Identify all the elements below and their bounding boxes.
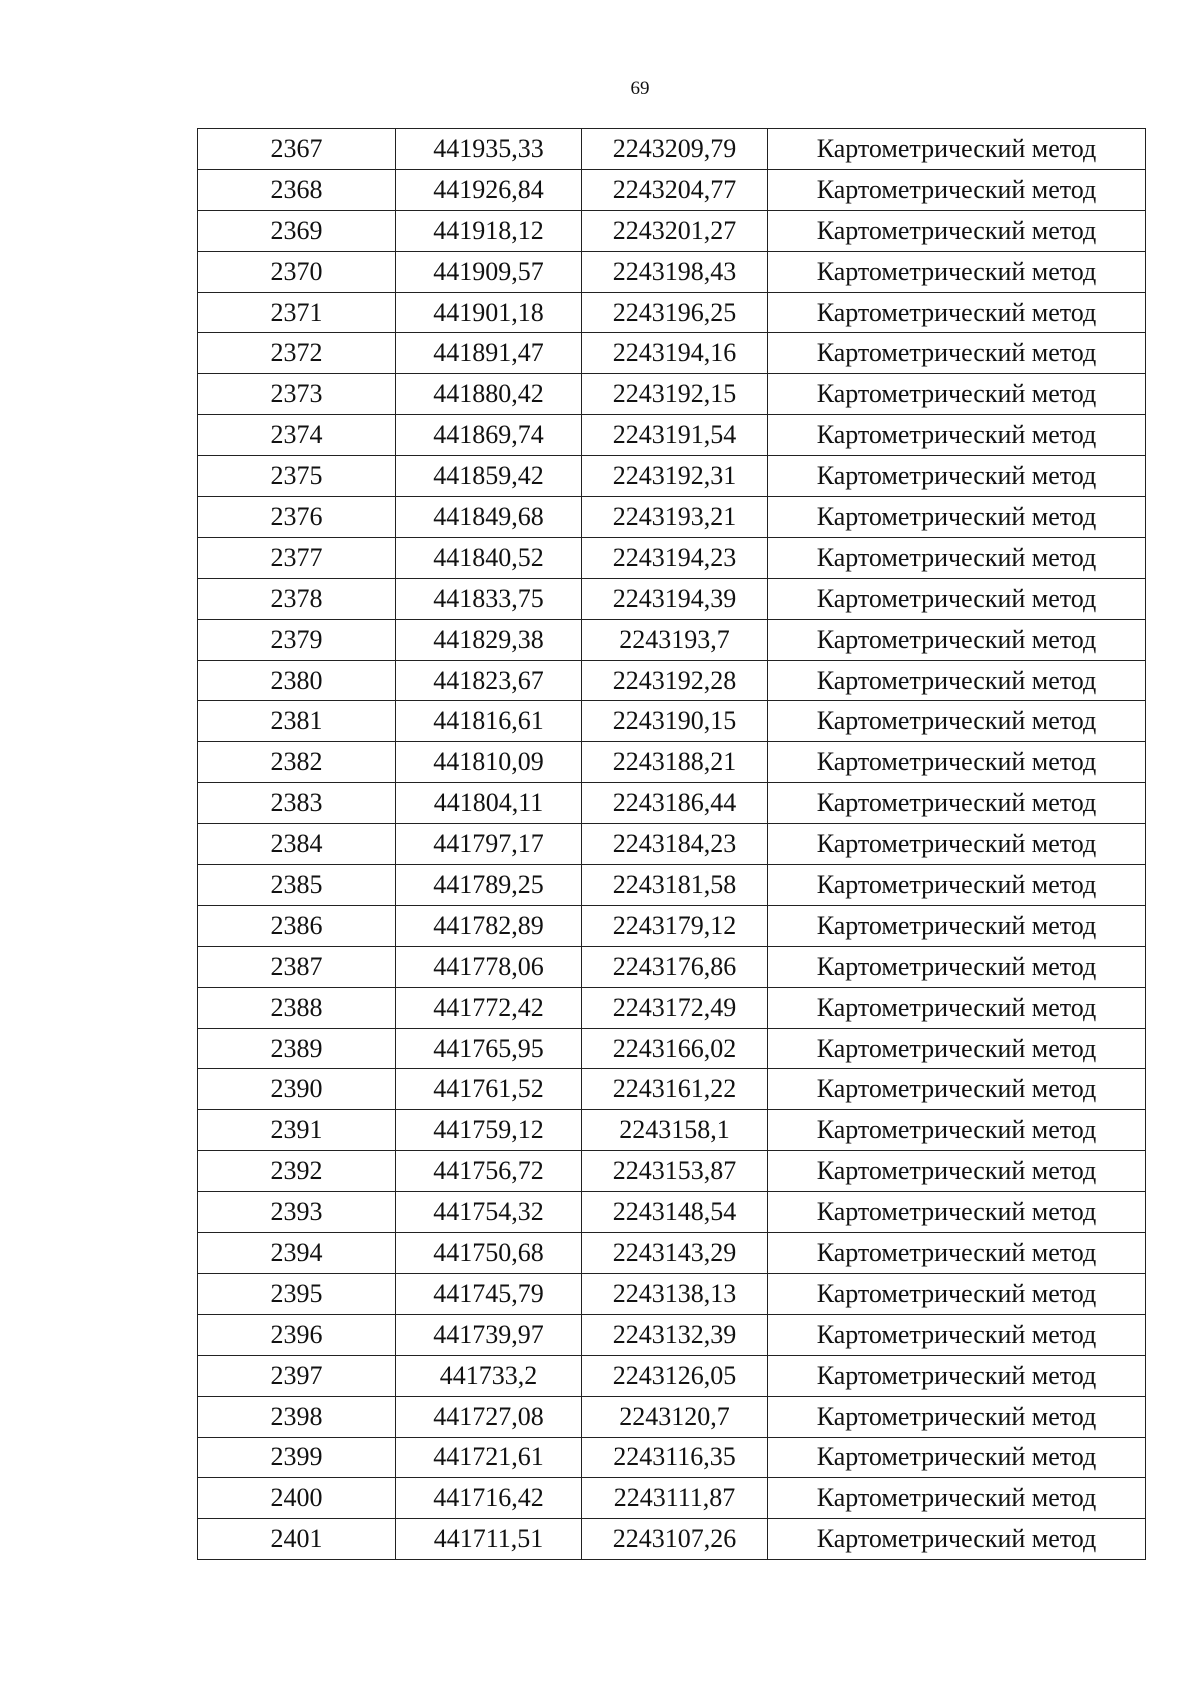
method-cell: Картометрический метод <box>768 1069 1146 1110</box>
point-number-cell: 2400 <box>198 1478 396 1519</box>
y-coordinate-cell: 2243190,15 <box>582 701 768 742</box>
method-cell: Картометрический метод <box>768 1273 1146 1314</box>
x-coordinate-cell: 441849,68 <box>396 497 582 538</box>
table-row <box>198 905 1146 946</box>
method-cell: Картометрический метод <box>768 415 1146 456</box>
method-cell: Картометрический метод <box>768 1028 1146 1069</box>
point-number-cell: 2398 <box>198 1396 396 1437</box>
y-coordinate-cell: 2243166,02 <box>582 1028 768 1069</box>
y-coordinate-cell: 2243158,1 <box>582 1110 768 1151</box>
point-number-cell: 2370 <box>198 251 396 292</box>
coordinates-table-body <box>198 129 1146 1560</box>
x-coordinate-cell: 441869,74 <box>396 415 582 456</box>
table-row <box>198 1028 1146 1069</box>
point-number-cell: 2374 <box>198 415 396 456</box>
point-number-cell: 2372 <box>198 333 396 374</box>
method-cell: Картометрический метод <box>768 578 1146 619</box>
x-coordinate-cell: 441754,32 <box>396 1192 582 1233</box>
point-number-cell: 2371 <box>198 292 396 333</box>
x-coordinate-cell: 441918,12 <box>396 210 582 251</box>
point-number-cell: 2385 <box>198 865 396 906</box>
point-number-cell: 2390 <box>198 1069 396 1110</box>
y-coordinate-cell: 2243132,39 <box>582 1314 768 1355</box>
point-number-cell: 2397 <box>198 1355 396 1396</box>
x-coordinate-cell: 441829,38 <box>396 619 582 660</box>
y-coordinate-cell: 2243116,35 <box>582 1437 768 1478</box>
method-cell: Картометрический метод <box>768 497 1146 538</box>
x-coordinate-cell: 441711,51 <box>396 1519 582 1560</box>
table-row <box>198 824 1146 865</box>
method-cell: Картометрический метод <box>768 701 1146 742</box>
table-row <box>198 1110 1146 1151</box>
point-number-cell: 2367 <box>198 129 396 170</box>
point-number-cell: 2399 <box>198 1437 396 1478</box>
x-coordinate-cell: 441739,97 <box>396 1314 582 1355</box>
point-number-cell: 2391 <box>198 1110 396 1151</box>
x-coordinate-cell: 441765,95 <box>396 1028 582 1069</box>
y-coordinate-cell: 2243204,77 <box>582 169 768 210</box>
y-coordinate-cell: 2243198,43 <box>582 251 768 292</box>
table-row <box>198 1478 1146 1519</box>
y-coordinate-cell: 2243194,23 <box>582 537 768 578</box>
point-number-cell: 2386 <box>198 905 396 946</box>
method-cell: Картометрический метод <box>768 1110 1146 1151</box>
y-coordinate-cell: 2243148,54 <box>582 1192 768 1233</box>
point-number-cell: 2379 <box>198 619 396 660</box>
table-row <box>198 537 1146 578</box>
point-number-cell: 2384 <box>198 824 396 865</box>
point-number-cell: 2368 <box>198 169 396 210</box>
point-number-cell: 2394 <box>198 1233 396 1274</box>
table-row <box>198 1069 1146 1110</box>
x-coordinate-cell: 441833,75 <box>396 578 582 619</box>
page-number: 69 <box>630 78 650 99</box>
method-cell: Картометрический метод <box>768 865 1146 906</box>
y-coordinate-cell: 2243181,58 <box>582 865 768 906</box>
x-coordinate-cell: 441782,89 <box>396 905 582 946</box>
point-number-cell: 2373 <box>198 374 396 415</box>
method-cell: Картометрический метод <box>768 619 1146 660</box>
y-coordinate-cell: 2243111,87 <box>582 1478 768 1519</box>
method-cell: Картометрический метод <box>768 1314 1146 1355</box>
point-number-cell: 2369 <box>198 210 396 251</box>
point-number-cell: 2381 <box>198 701 396 742</box>
method-cell: Картометрический метод <box>768 905 1146 946</box>
table-row <box>198 701 1146 742</box>
table-row <box>198 1355 1146 1396</box>
point-number-cell: 2401 <box>198 1519 396 1560</box>
table-row <box>198 1437 1146 1478</box>
table-row <box>198 1192 1146 1233</box>
y-coordinate-cell: 2243194,16 <box>582 333 768 374</box>
y-coordinate-cell: 2243126,05 <box>582 1355 768 1396</box>
point-number-cell: 2376 <box>198 497 396 538</box>
y-coordinate-cell: 2243184,23 <box>582 824 768 865</box>
method-cell: Картометрический метод <box>768 333 1146 374</box>
method-cell: Картометрический метод <box>768 210 1146 251</box>
method-cell: Картометрический метод <box>768 742 1146 783</box>
x-coordinate-cell: 441716,42 <box>396 1478 582 1519</box>
x-coordinate-cell: 441733,2 <box>396 1355 582 1396</box>
table-row <box>198 1519 1146 1560</box>
y-coordinate-cell: 2243172,49 <box>582 987 768 1028</box>
x-coordinate-cell: 441823,67 <box>396 660 582 701</box>
x-coordinate-cell: 441816,61 <box>396 701 582 742</box>
method-cell: Картометрический метод <box>768 783 1146 824</box>
y-coordinate-cell: 2243209,79 <box>582 129 768 170</box>
y-coordinate-cell: 2243201,27 <box>582 210 768 251</box>
method-cell: Картометрический метод <box>768 824 1146 865</box>
x-coordinate-cell: 441759,12 <box>396 1110 582 1151</box>
table-row <box>198 415 1146 456</box>
point-number-cell: 2375 <box>198 456 396 497</box>
point-number-cell: 2380 <box>198 660 396 701</box>
table-row <box>198 210 1146 251</box>
point-number-cell: 2392 <box>198 1151 396 1192</box>
y-coordinate-cell: 2243192,31 <box>582 456 768 497</box>
method-cell: Картометрический метод <box>768 1396 1146 1437</box>
table-row <box>198 783 1146 824</box>
table-row <box>198 1314 1146 1355</box>
y-coordinate-cell: 2243192,15 <box>582 374 768 415</box>
point-number-cell: 2395 <box>198 1273 396 1314</box>
y-coordinate-cell: 2243179,12 <box>582 905 768 946</box>
point-number-cell: 2377 <box>198 537 396 578</box>
y-coordinate-cell: 2243193,7 <box>582 619 768 660</box>
x-coordinate-cell: 441891,47 <box>396 333 582 374</box>
method-cell: Картометрический метод <box>768 660 1146 701</box>
method-cell: Картометрический метод <box>768 169 1146 210</box>
point-number-cell: 2387 <box>198 946 396 987</box>
table-row <box>198 1151 1146 1192</box>
x-coordinate-cell: 441750,68 <box>396 1233 582 1274</box>
y-coordinate-cell: 2243120,7 <box>582 1396 768 1437</box>
method-cell: Картометрический метод <box>768 1151 1146 1192</box>
method-cell: Картометрический метод <box>768 456 1146 497</box>
point-number-cell: 2389 <box>198 1028 396 1069</box>
method-cell: Картометрический метод <box>768 292 1146 333</box>
table-row <box>198 578 1146 619</box>
point-number-cell: 2378 <box>198 578 396 619</box>
point-number-cell: 2393 <box>198 1192 396 1233</box>
method-cell: Картометрический метод <box>768 1233 1146 1274</box>
x-coordinate-cell: 441909,57 <box>396 251 582 292</box>
x-coordinate-cell: 441804,11 <box>396 783 582 824</box>
table-row <box>198 660 1146 701</box>
table-row <box>198 1273 1146 1314</box>
point-number-cell: 2388 <box>198 987 396 1028</box>
table-row <box>198 946 1146 987</box>
y-coordinate-cell: 2243194,39 <box>582 578 768 619</box>
method-cell: Картометрический метод <box>768 129 1146 170</box>
method-cell: Картометрический метод <box>768 1437 1146 1478</box>
method-cell: Картометрический метод <box>768 1192 1146 1233</box>
y-coordinate-cell: 2243161,22 <box>582 1069 768 1110</box>
x-coordinate-cell: 441797,17 <box>396 824 582 865</box>
table-row <box>198 1233 1146 1274</box>
x-coordinate-cell: 441810,09 <box>396 742 582 783</box>
table-row <box>198 497 1146 538</box>
coordinates-table <box>197 128 1146 1560</box>
table-row <box>198 169 1146 210</box>
method-cell: Картометрический метод <box>768 537 1146 578</box>
y-coordinate-cell: 2243188,21 <box>582 742 768 783</box>
table-row <box>198 987 1146 1028</box>
y-coordinate-cell: 2243176,86 <box>582 946 768 987</box>
table-row <box>198 374 1146 415</box>
point-number-cell: 2382 <box>198 742 396 783</box>
x-coordinate-cell: 441772,42 <box>396 987 582 1028</box>
method-cell: Картометрический метод <box>768 1519 1146 1560</box>
y-coordinate-cell: 2243186,44 <box>582 783 768 824</box>
x-coordinate-cell: 441789,25 <box>396 865 582 906</box>
x-coordinate-cell: 441756,72 <box>396 1151 582 1192</box>
x-coordinate-cell: 441727,08 <box>396 1396 582 1437</box>
table-row <box>198 742 1146 783</box>
table-row <box>198 619 1146 660</box>
x-coordinate-cell: 441840,52 <box>396 537 582 578</box>
table-row <box>198 251 1146 292</box>
x-coordinate-cell: 441901,18 <box>396 292 582 333</box>
x-coordinate-cell: 441859,42 <box>396 456 582 497</box>
y-coordinate-cell: 2243196,25 <box>582 292 768 333</box>
x-coordinate-cell: 441935,33 <box>396 129 582 170</box>
x-coordinate-cell: 441778,06 <box>396 946 582 987</box>
x-coordinate-cell: 441880,42 <box>396 374 582 415</box>
table-row <box>198 129 1146 170</box>
table-row <box>198 456 1146 497</box>
table-row <box>198 865 1146 906</box>
x-coordinate-cell: 441721,61 <box>396 1437 582 1478</box>
point-number-cell: 2383 <box>198 783 396 824</box>
y-coordinate-cell: 2243153,87 <box>582 1151 768 1192</box>
y-coordinate-cell: 2243107,26 <box>582 1519 768 1560</box>
table-row <box>198 333 1146 374</box>
point-number-cell: 2396 <box>198 1314 396 1355</box>
method-cell: Картометрический метод <box>768 946 1146 987</box>
y-coordinate-cell: 2243143,29 <box>582 1233 768 1274</box>
method-cell: Картометрический метод <box>768 1478 1146 1519</box>
y-coordinate-cell: 2243192,28 <box>582 660 768 701</box>
x-coordinate-cell: 441926,84 <box>396 169 582 210</box>
method-cell: Картометрический метод <box>768 1355 1146 1396</box>
x-coordinate-cell: 441761,52 <box>396 1069 582 1110</box>
method-cell: Картометрический метод <box>768 251 1146 292</box>
y-coordinate-cell: 2243138,13 <box>582 1273 768 1314</box>
y-coordinate-cell: 2243191,54 <box>582 415 768 456</box>
y-coordinate-cell: 2243193,21 <box>582 497 768 538</box>
x-coordinate-cell: 441745,79 <box>396 1273 582 1314</box>
table-row <box>198 1396 1146 1437</box>
method-cell: Картометрический метод <box>768 374 1146 415</box>
table-row <box>198 292 1146 333</box>
method-cell: Картометрический метод <box>768 987 1146 1028</box>
